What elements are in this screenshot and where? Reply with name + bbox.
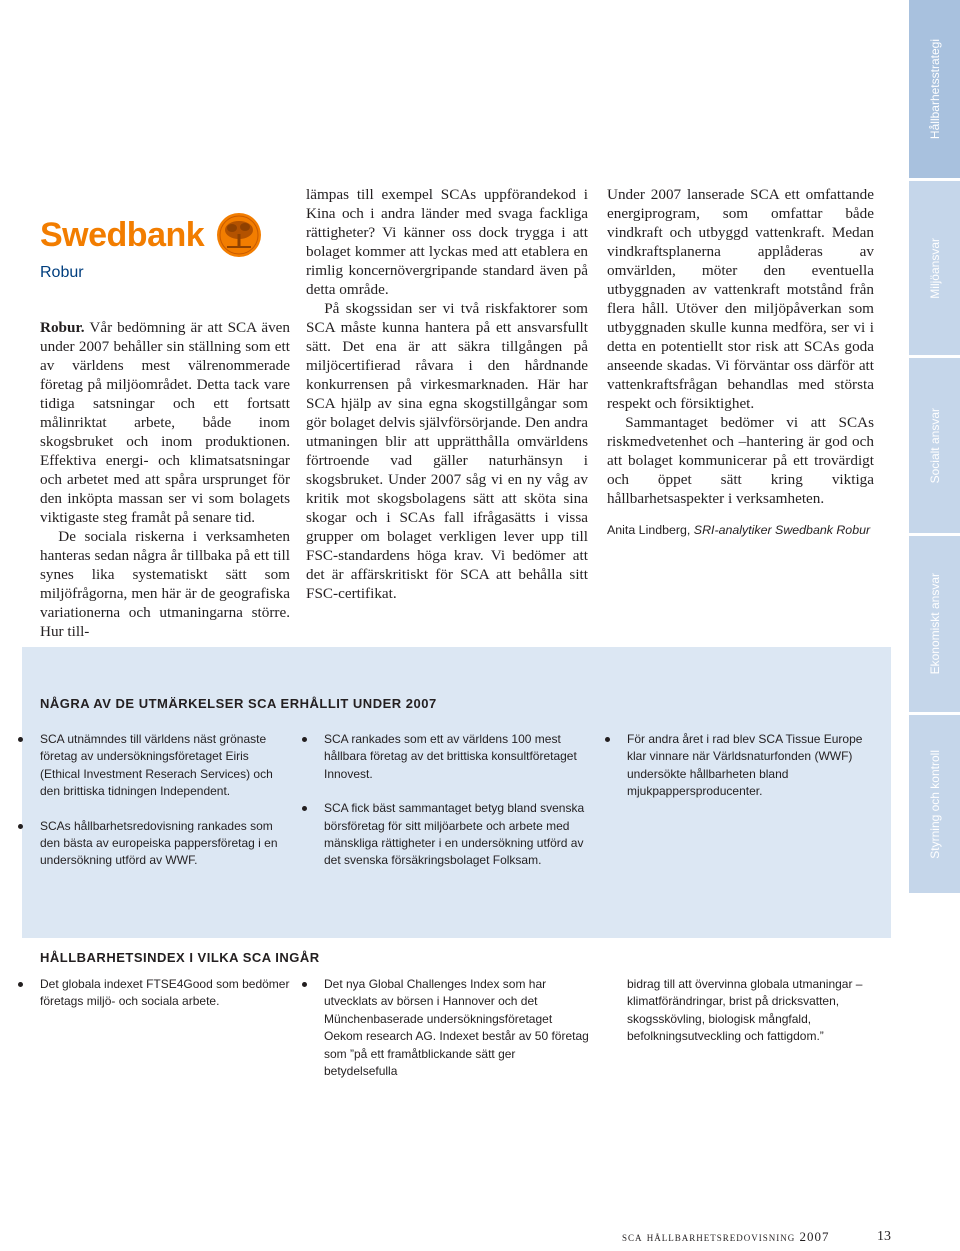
tab-miljoansvar[interactable]: Miljöansvar [909,181,960,355]
tab-styrning-och-kontroll[interactable]: Styrning och kontroll [909,715,960,893]
paragraph: På skogssidan ser vi två riskfaktorer som SCA måste kunna hantera på ett ansvarsfullt sätt. Det ena är att säkra tillgången på miljöcertifierad råvara i den hårdnande konkurrensen på virkesmarknaden. Här har SCA hjälp av sina egna skogstillgångar som gör bolaget delvis självförsörjande. Den andra utmaningen blir att upprätthålla omvärldens förtroende vad gäller naturhänsyn i skogsbruket. Under 2007 såg vi en ny våg av kritik mot skogsbolagens sätt att sköta sina skogar och i SCAs fall ifrågasätts i vissa grupper om bolaget verkligen lever upp till FSC-standardens höga krav. Vi bedömer att det är affärskritiskt för SCA att behålla sitt FSC-certifikat. [306,300,588,602]
article-column-1 [40,318,290,641]
awards-list-2 [324,731,589,887]
section-tabs [909,0,960,893]
paragraph: De sociala riskerna i verksamheten hanteras sedan några år tillbaka på ett till synes lika systematiskt sätt som miljöfrågorna, men här är de geografiska variationerna och utmaningarna större. Hur till- [40,528,290,640]
awards-heading: NÅGRA AV DE UTMÄRKELSER SCA ERHÅLLIT UNDER 2007 [40,696,437,711]
logo-wordmark: Swedbank [40,216,205,254]
swedbank-logo [40,212,262,260]
bullet-icon [18,824,23,829]
list-item: För andra året i rad blev SCA Tissue Europe klar vinnare när Världsnaturfonden (WWF) undersökte hållbarheten bland mjukpappersproducenter. [627,731,872,801]
tab-hallbarhetsstrategi[interactable]: Hållbarhetsstrategi [909,0,960,178]
list-item: Det globala indexet FTSE4Good som bedömer företags miljö- och sociala arbete. [40,976,290,1011]
list-item: SCA rankades som ett av världens 100 mest hållbara företag av det brittiska konsultföretaget Innovest. [324,731,589,783]
paragraph: lämpas till exempel SCAs uppförandekod i Kina och i andra länder med svaga fackliga rättigheter? Vi känner oss dock trygga i att bolaget kommer att lyckas med att etablera en rimlig koncernövergripande standard även på detta område. [306,186,588,298]
bullet-icon [18,737,23,742]
list-item: SCAs hållbarhetsredovisning rankades som den bästa av europeiska pappersföretag i en undersökning utförd av WWF. [40,818,290,870]
article-column-2 [306,185,588,603]
bullet-icon [302,982,307,987]
paragraph: Sammantaget bedömer vi att SCAs riskmedvetenhet och –hantering är god och att bolaget kommunicerar på ett trovärdigt och öppet sätt kring viktiga hållbarhetsaspekter i verksamheten. [607,414,874,507]
tab-socialt-ansvar[interactable]: Socialt ansvar [909,358,960,533]
bullet-icon [605,737,610,742]
lead-in: Robur. [40,319,85,336]
paragraph: Under 2007 lanserade SCA ett omfattande energiprogram, som omfattar både vindkraft och utbyggd vattenkraft. Medan vindkraftsplanerna applåderas av omvärlden, möter den eventuella utbyggnaden av vattenkraft motstånd från flera håll. Utöver den miljöpåverkan som utbyggnaden skulle kunna medföra, ser vi i detta en potentiellt stor risk att SCAs goda anseende skadas. Vi förväntar oss därför att vattenkraftsfrågan behandlas med största respekt och försiktighet. [607,186,874,412]
bullet-icon [302,737,307,742]
list-item: SCA utnämndes till världens näst grönaste företag av undersökningsföretaget Eiris (Ethical Investment Reserach Services) och den brittiska tidningen Independent. [40,731,290,801]
bullet-icon [18,982,23,987]
index-continuation: bidrag till att övervinna globala utmaningar – klimatförändringar, brist på dricksvatten, skogsskövling, biologisk mångfald, befolkningsutveckling och fattigdom.” [627,977,863,1044]
footer-title: sca hållbarhetsredovisning 2007 [622,1229,830,1244]
page-number: 13 [877,1229,891,1244]
logo-caption: Robur [40,264,84,281]
signature-name: Anita Lindberg, [607,523,691,537]
list-item: Det nya Global Challenges Index som har utvecklats av börsen i Hannover och det Münchenbaserade undersökningsföretaget Oekom research AG. Indexet består av 50 företag som ”på ett framåtblickande sätt ger betydelsefulla [324,976,589,1080]
index-heading: HÅLLBARHETSINDEX I VILKA SCA INGÅR [40,950,320,965]
paragraph: Robur. Vår bedömning är att SCA även under 2007 behåller sin ställning som ett av världens mest välrenommerade företag på miljöområdet. Detta tack vare tidiga satsningar och ett fortsatt målinriktat arbete, både inom skogsbruket och inom produktionen. Effektiva energi- och klimatsatsningar och arbetet med att spåra ursprunget för den inköpta massan ser vi som bolagets viktigaste steg framåt på senare tid. [40,319,290,526]
tab-ekonomiskt-ansvar[interactable]: Ekonomiskt ansvar [909,536,960,712]
index-list-1 [40,976,290,1028]
list-item: SCA fick bäst sammantaget betyg bland svenska börsföretag för sitt miljöarbete och arbete med mänskliga rättigheter i en undersökning utförd av det svenska försäkringsbolaget Folksam. [324,800,589,870]
signature [607,522,874,539]
article-column-3 [607,185,874,539]
index-list-2 [324,976,589,1097]
awards-list-3 [627,731,872,818]
awards-list-1 [40,731,290,887]
signature-role: SRI-analytiker Swedbank Robur [690,523,871,537]
oak-tree-icon [216,212,262,258]
